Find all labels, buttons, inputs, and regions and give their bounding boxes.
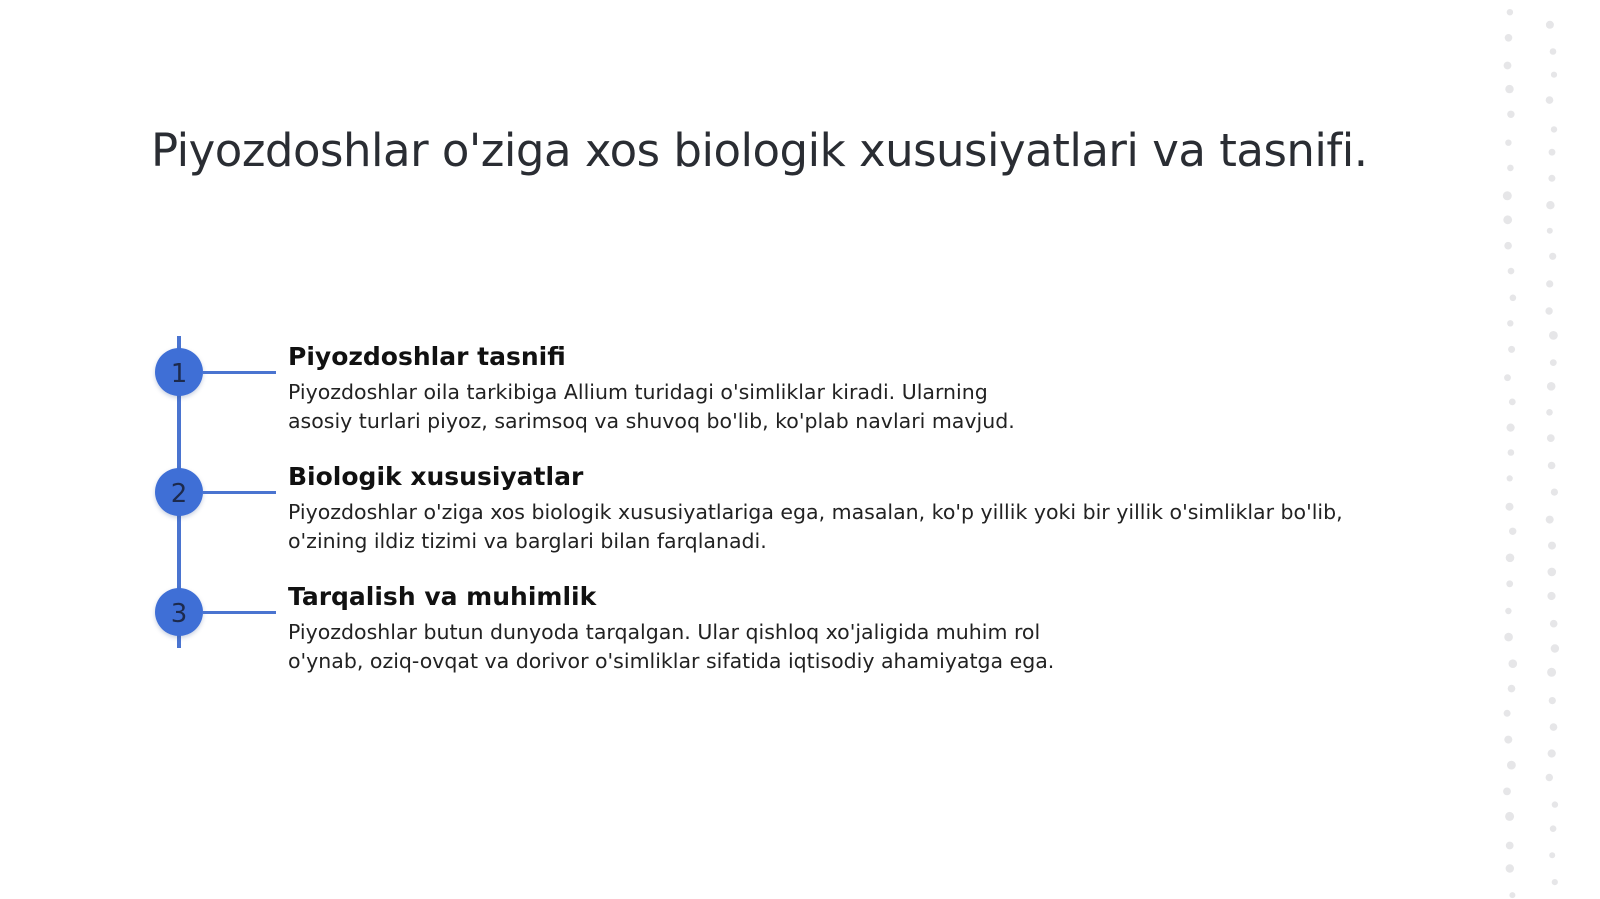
decor-dot [1546,280,1553,287]
step-connector-line [203,611,276,614]
decor-dot [1551,126,1557,132]
decor-dot [1548,568,1557,577]
decor-dot [1549,697,1556,704]
step-number: 2 [170,479,188,509]
decor-dot [1509,659,1518,668]
step-heading: Tarqalish va muhimlik [288,582,597,611]
dot-pattern-icon [1470,0,1600,899]
step-description-line-2: o'zining ildiz tizimi va barglari bilan farqlanadi. [288,529,767,553]
decor-dot [1509,399,1516,406]
decor-dot [1504,633,1513,642]
decor-dot [1507,761,1516,770]
decor-dot [1550,620,1558,628]
decor-dot [1506,864,1514,872]
step-heading: Biologik xususiyatlar [288,462,584,491]
decor-dot [1506,580,1513,587]
decor-dot [1550,48,1557,55]
decor-dot [1546,774,1553,781]
decor-dot [1549,331,1558,340]
decor-dot [1505,608,1511,614]
decor-dot [1507,424,1515,432]
step-description-line-1: Piyozdoshlar o'ziga xos biologik xususiyatlariga ega, masalan, ko'p yillik yoki bir yillik o'simliklar bo'lib, [288,500,1343,524]
decor-dot [1545,307,1552,314]
step-description-line-1: Piyozdoshlar oila tarkibiga Allium turidagi o'simliklar kiradi. Ularning [288,380,988,404]
decor-dot [1504,62,1512,70]
decor-dot [1551,489,1558,496]
decor-dot [1505,140,1511,146]
step-connector-line [203,371,276,374]
decor-dot [1548,175,1555,182]
decor-dot [1546,409,1553,416]
decor-dot [1548,462,1556,470]
decor-dot [1503,788,1511,796]
decor-dot [1548,542,1556,550]
decor-dot [1505,812,1514,821]
decor-dot [1508,268,1515,275]
decor-dot [1503,191,1512,200]
decor-dot [1550,359,1557,366]
decor-dot [1507,320,1513,326]
slide-title: Piyozdoshlar o'ziga xos biologik xususiyatlari va tasnifi. [151,124,1368,177]
decor-dot [1547,382,1556,391]
decor-dot [1547,668,1556,677]
decor-dot [1504,710,1511,717]
decor-dot [1508,346,1515,353]
decor-dot [1546,96,1554,104]
step-description-line-2: o'ynab, oziq-ovqat va dorivor o'simliklar sifatida iqtisodiy ahamiyatga ega. [288,649,1055,673]
step-number-badge [155,348,203,396]
decor-dot [1510,295,1517,302]
decor-dot [1504,242,1512,250]
decor-dot [1549,852,1555,858]
decor-dot [1552,801,1558,807]
decor-dot [1549,253,1556,260]
decor-dot [1550,825,1557,832]
decor-dot [1509,892,1515,898]
decor-dot [1550,723,1558,731]
decor-dot [1546,21,1554,29]
decor-dot [1551,72,1557,78]
decor-dot [1546,516,1554,524]
decor-dot [1507,111,1514,118]
decor-dot [1547,592,1555,600]
decor-dot [1509,528,1516,535]
decor-dot [1506,503,1514,511]
step-number: 3 [170,599,188,629]
decor-dot [1503,215,1512,224]
step-description-line-2: asosiy turlari piyoz, sarimsoq va shuvoq bo'lib, ko'plab navlari mavjud. [288,409,1015,433]
step-heading: Piyozdoshlar tasnifi [288,342,566,371]
decor-dot [1505,85,1513,93]
step-number: 1 [170,359,188,389]
step-connector-line [203,491,276,494]
decor-dot [1546,201,1554,209]
decor-dot [1508,685,1516,693]
decor-dot [1504,736,1512,744]
decor-dot [1507,9,1513,15]
decor-dot [1505,34,1513,42]
decor-dot [1547,228,1553,234]
decor-dot [1507,165,1514,172]
step-number-badge [155,588,203,636]
decor-dot [1506,842,1514,850]
decor-dot [1549,149,1556,156]
decor-dot [1547,434,1555,442]
decor-dot [1504,374,1511,381]
decor-dot [1551,644,1559,652]
decor-dot [1552,879,1558,885]
step-description-line-1: Piyozdoshlar butun dunyoda tarqalgan. Ular qishloq xo'jaligida muhim rol [288,620,1041,644]
decor-dot [1506,554,1515,563]
step-number-badge [155,468,203,516]
decor-dot [1507,475,1513,481]
decor-dot [1548,749,1556,757]
decor-dot [1508,449,1515,456]
